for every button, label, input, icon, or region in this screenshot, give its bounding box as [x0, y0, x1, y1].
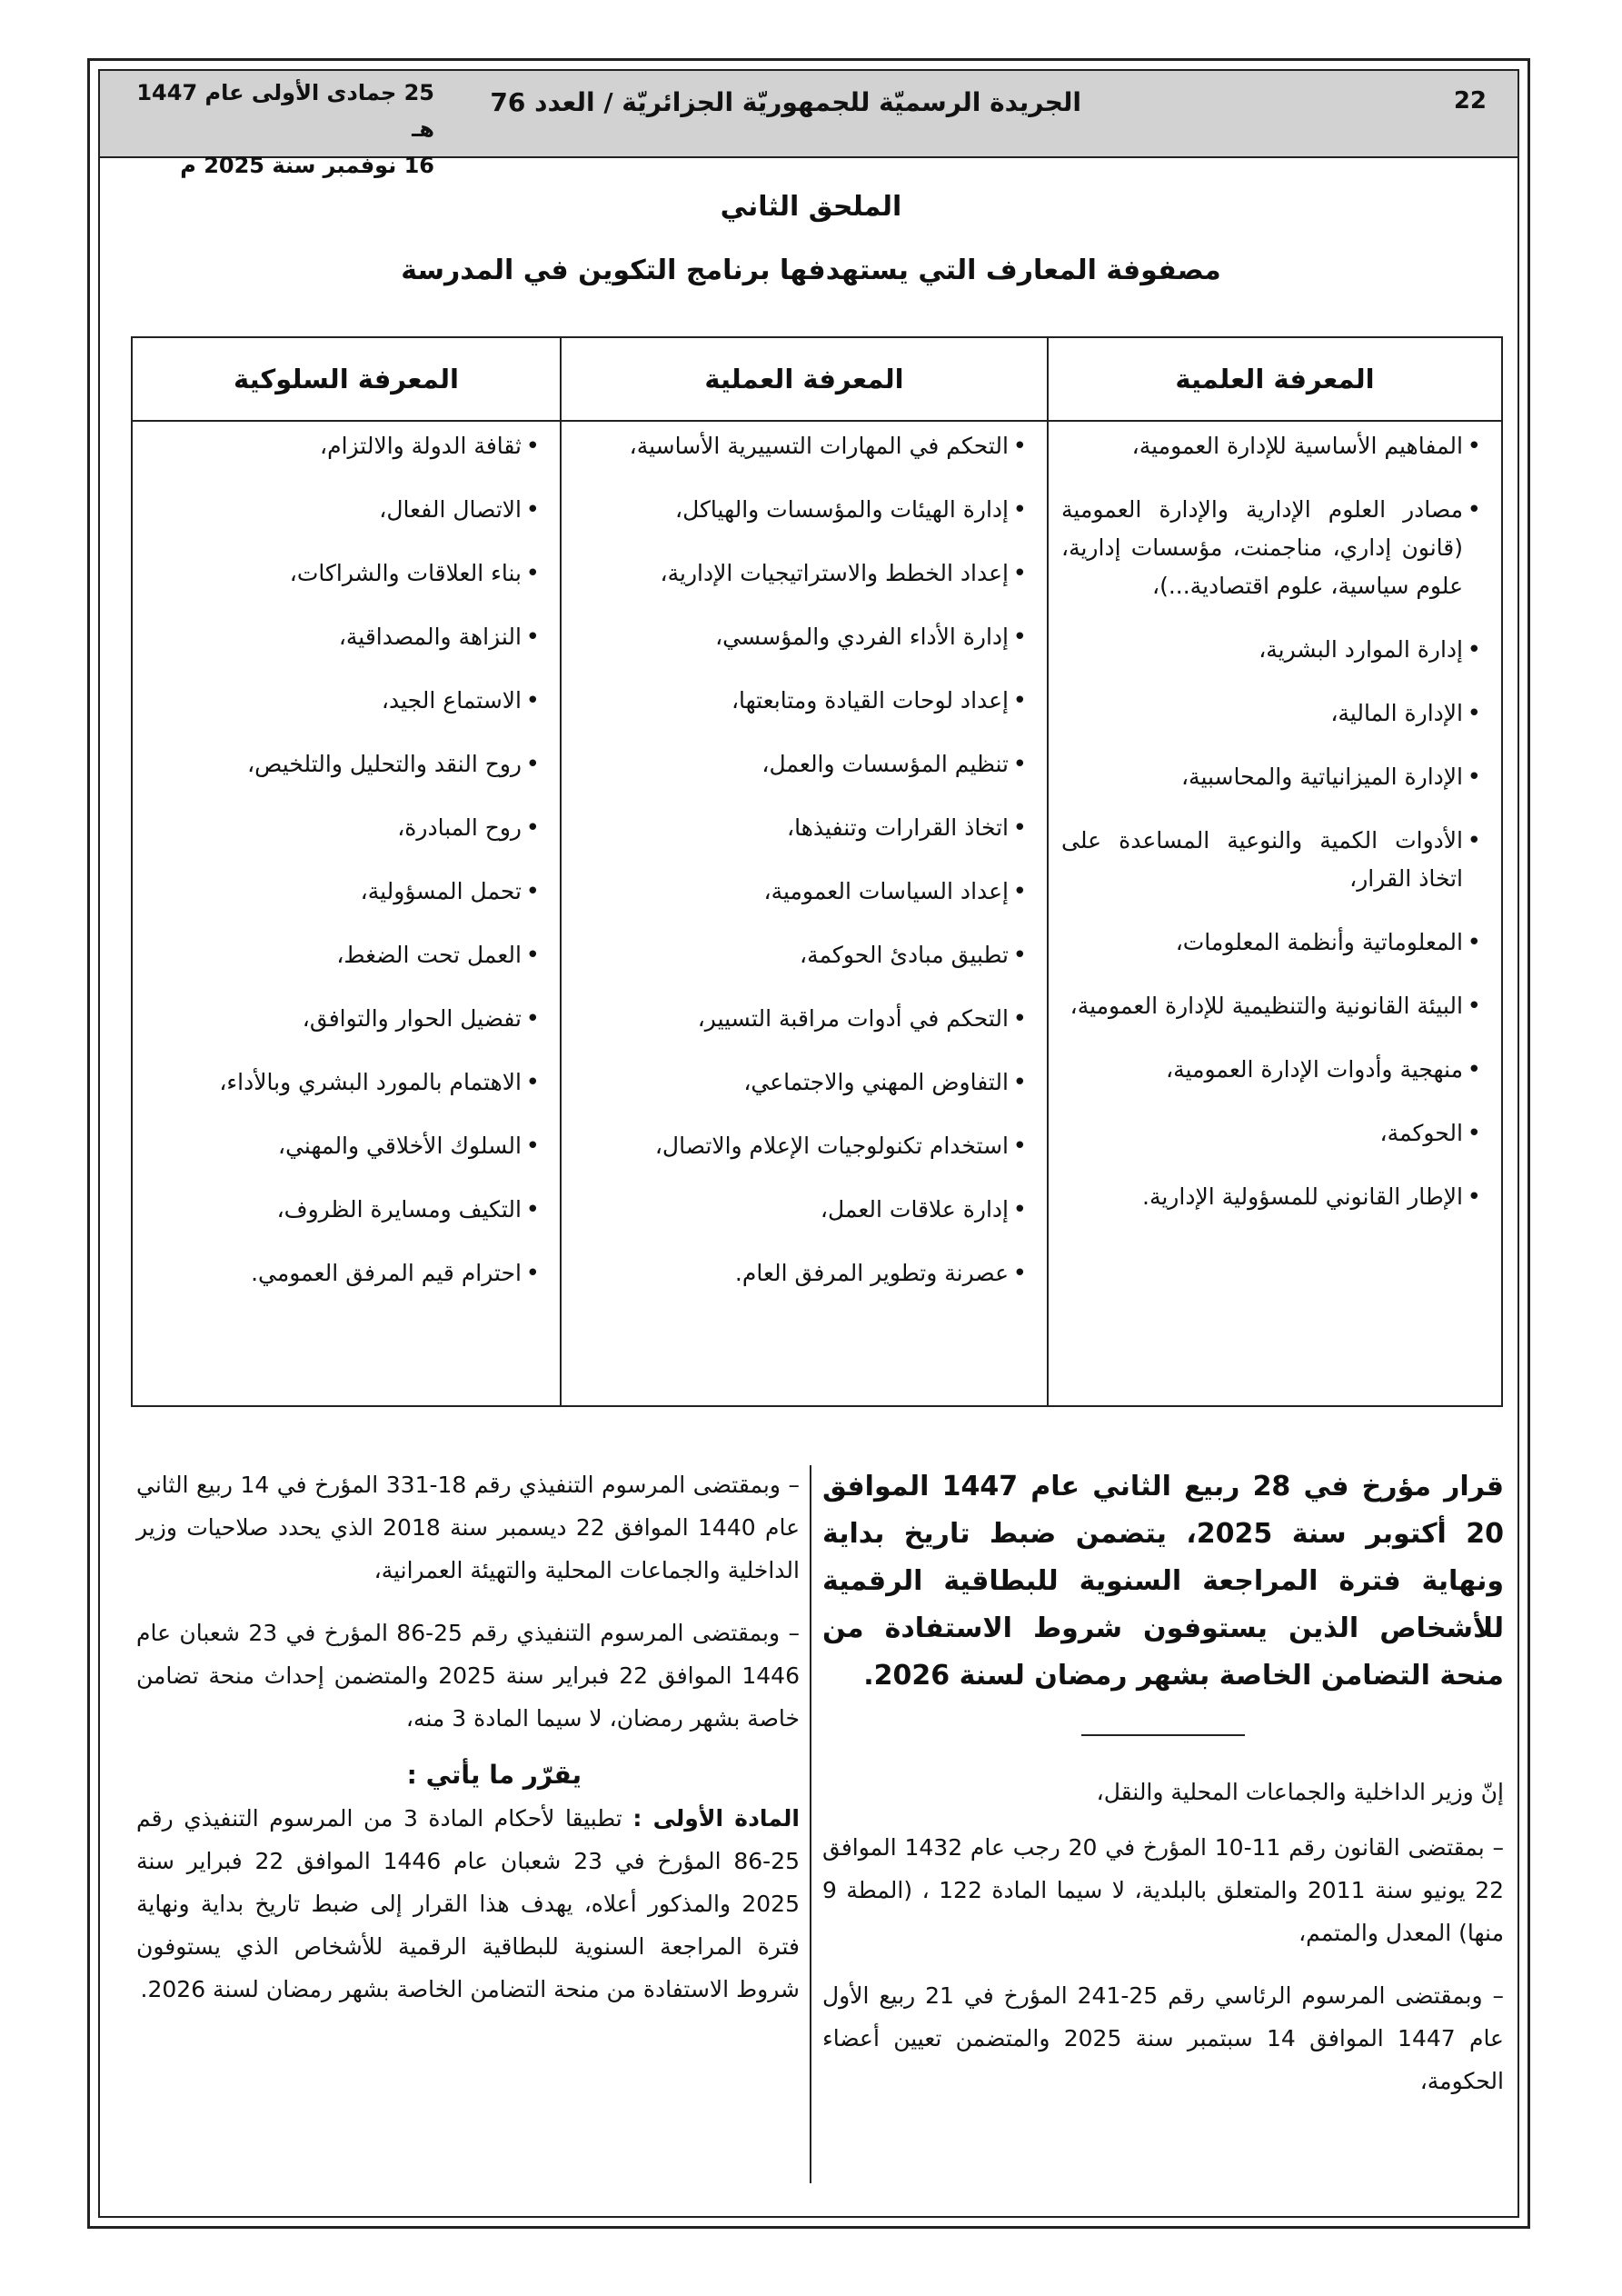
knowledge-matrix-table — [131, 336, 1503, 1407]
matrix-item: • ثقافة الدولة والالتزام، — [145, 427, 540, 465]
left-column — [136, 1463, 800, 2031]
article-1 — [136, 1797, 800, 2011]
matrix-item: • عصرنة وتطوير المرفق العام. — [574, 1254, 1027, 1293]
matrix-item: • إدارة الموارد البشرية، — [1061, 631, 1481, 669]
matrix-item: • الاتصال الفعال، — [145, 491, 540, 529]
matrix-item: • منهجية وأدوات الإدارة العمومية، — [1061, 1051, 1481, 1089]
matrix-item: • السلوك الأخلاقي والمهني، — [145, 1127, 540, 1165]
matrix-item: • التكيف ومسايرة الظروف، — [145, 1191, 540, 1229]
visa-paragraph: – وبمقتضى المرسوم التنفيذي رقم 18-331 المؤرخ في 14 ربيع الثاني عام 1440 الموافق 22 ديسمبر سنة 2018 الذي يحدد صلاحيات وزير الداخلية والجماعات المحلية والتهيئة العمرانية، — [136, 1472, 801, 1583]
matrix-item: • الأدوات الكمية والنوعية المساعدة على اتخاذ القرار، — [1061, 822, 1481, 898]
date-gregorian: 16 نوفمبر سنة 2025 م — [180, 153, 434, 178]
matrix-item: • إعداد لوحات القيادة ومتابعتها، — [574, 682, 1027, 720]
decree-intro: إنّ وزير الداخلية والجماعات المحلية والنقل، — [1096, 1779, 1504, 1805]
matrix-item: • النزاهة والمصداقية، — [145, 618, 540, 656]
annex-title: الملحق الثاني — [720, 191, 902, 223]
date-hijri: 25 جمادى الأولى عام 1447 هـ — [136, 80, 434, 142]
matrix-item: • إعداد السياسات العمومية، — [574, 873, 1027, 911]
right-column — [822, 1463, 1504, 2122]
matrix-item: • الحوكمة، — [1061, 1114, 1481, 1153]
matrix-item: • العمل تحت الضغط، — [145, 936, 540, 974]
matrix-item: • إدارة علاقات العمل، — [574, 1191, 1027, 1229]
practical-cell — [561, 421, 1048, 1406]
header-behavioral: المعرفة السلوكية — [132, 337, 561, 421]
matrix-item: • التحكم في أدوات مراقبة التسيير، — [574, 1000, 1027, 1038]
matrix-item: • إعداد الخطط والاستراتيجيات الإدارية، — [574, 554, 1027, 593]
matrix-body-row — [132, 421, 1502, 1406]
column-divider — [810, 1465, 811, 2183]
header-practical: المعرفة العملية — [561, 337, 1048, 421]
matrix-item: • الاستماع الجيد، — [145, 682, 540, 720]
matrix-item: • روح المبادرة، — [145, 809, 540, 847]
matrix-item: • تحمل المسؤولية، — [145, 873, 540, 911]
scientific-cell — [1048, 421, 1502, 1406]
matrix-item: • التحكم في المهارات التسييرية الأساسية، — [574, 427, 1027, 465]
matrix-item: • إدارة الأداء الفردي والمؤسسي، — [574, 618, 1027, 656]
practical-list — [562, 422, 1047, 1293]
matrix-item: • البيئة القانونية والتنظيمية للإدارة العمومية، — [1061, 987, 1481, 1025]
matrix-item: • إدارة الهيئات والمؤسسات والهياكل، — [574, 491, 1027, 529]
matrix-item: • المفاهيم الأساسية للإدارة العمومية، — [1061, 427, 1481, 465]
matrix-item: • تفضيل الحوار والتوافق، — [145, 1000, 540, 1038]
matrix-item: • الإدارة المالية، — [1061, 694, 1481, 733]
matrix-item: • احترام قيم المرفق العمومي. — [145, 1254, 540, 1293]
matrix-item: • الاهتمام بالمورد البشري وبالأداء، — [145, 1063, 540, 1102]
behavioral-list — [133, 422, 560, 1293]
matrix-item: • تنظيم المؤسسات والعمل، — [574, 745, 1027, 784]
matrix-item: • بناء العلاقات والشراكات، — [145, 554, 540, 593]
visa-paragraph: – وبمقتضى المرسوم الرئاسي رقم 25-241 المؤرخ في 21 ربيع الأول عام 1447 الموافق 14 سبتمبر سنة 2025 والمتضمن تعيين أعضاء الحكومة، — [822, 1982, 1504, 2094]
issue-date — [134, 75, 434, 184]
annex-subtitle: مصفوفة المعارف التي يستهدفها برنامج التكوين في المدرسة — [401, 255, 1221, 286]
matrix-item: • اتخاذ القرارات وتنفيذها، — [574, 809, 1027, 847]
behavioral-cell — [132, 421, 561, 1406]
scientific-list — [1049, 422, 1501, 1216]
decree-title: قرار مؤرخ في 28 ربيع الثاني عام 1447 الموافق 20 أكتوبر سنة 2025، يتضمن ضبط تاريخ بداية ونهاية فترة المراجعة السنوية للبطاقية الرقمية للأشخاص الذين يستوفون شروط الاستفادة من منحة التضامن الخاصة بشهر رمضان لسنة 2026. — [822, 1471, 1504, 1692]
matrix-item: • الإدارة الميزانياتية والمحاسبية، — [1061, 758, 1481, 796]
decides-heading: يقرّر ما يأتي : — [406, 1760, 582, 1790]
title-separator — [1081, 1734, 1245, 1736]
matrix-item: • المعلوماتية وأنظمة المعلومات، — [1061, 923, 1481, 962]
header-scientific: المعرفة العلمية — [1048, 337, 1502, 421]
visa-paragraph: – بمقتضى القانون رقم 11-10 المؤرخ في 20 رجب عام 1432 الموافق 22 يونيو سنة 2011 والمتعلق بالبلدية، لا سيما المادة 122 ، (المطة 9 منها) المعدل والمتمم، — [822, 1834, 1504, 1946]
page-header — [100, 71, 1518, 178]
matrix-item: • استخدام تكنولوجيات الإعلام والاتصال، — [574, 1127, 1027, 1165]
visa-paragraph: – وبمقتضى المرسوم التنفيذي رقم 25-86 المؤرخ في 23 شعبان عام 1446 الموافق 22 فبراير سنة 2025 والمتضمن إحداث منحة تضامن خاصة بشهر رمضان، لا سيما المادة 3 منه، — [136, 1620, 800, 1732]
matrix-header-row — [132, 337, 1502, 421]
matrix-item: • التفاوض المهني والاجتماعي، — [574, 1063, 1027, 1102]
gazette-title: الجريدة الرسميّة للجمهوريّة الجزائريّة / العدد 76 — [490, 87, 1081, 117]
article-1-label: المادة الأولى : — [632, 1805, 800, 1832]
matrix-item: • مصادر العلوم الإدارية والإدارة العمومية (قانون إداري، مناجمنت، مؤسسات إدارية، علوم سياسية، علوم اقتصادية...)، — [1061, 491, 1481, 605]
matrix-item: • الإطار القانوني للمسؤولية الإدارية. — [1061, 1178, 1481, 1216]
article-1-text: تطبيقا لأحكام المادة 3 من المرسوم التنفيذي رقم 25-86 المؤرخ في 23 شعبان عام 1446 الموافق 22 فبراير سنة 2025 والمذكور أعلاه، يهدف هذا القرار إلى ضبط تاريخ بداية ونهاية فترة المراجعة السنوية للبطاقية الرقمية للأشخاص الذي يستوفون شروط الاستفادة من منحة التضامن الخاصة بشهر رمضان لسنة 2026. — [136, 1805, 800, 2002]
matrix-item: • تطبيق مبادئ الحوكمة، — [574, 936, 1027, 974]
page-number: 22 — [1453, 87, 1487, 115]
matrix-item: • روح النقد والتحليل والتلخيص، — [145, 745, 540, 784]
